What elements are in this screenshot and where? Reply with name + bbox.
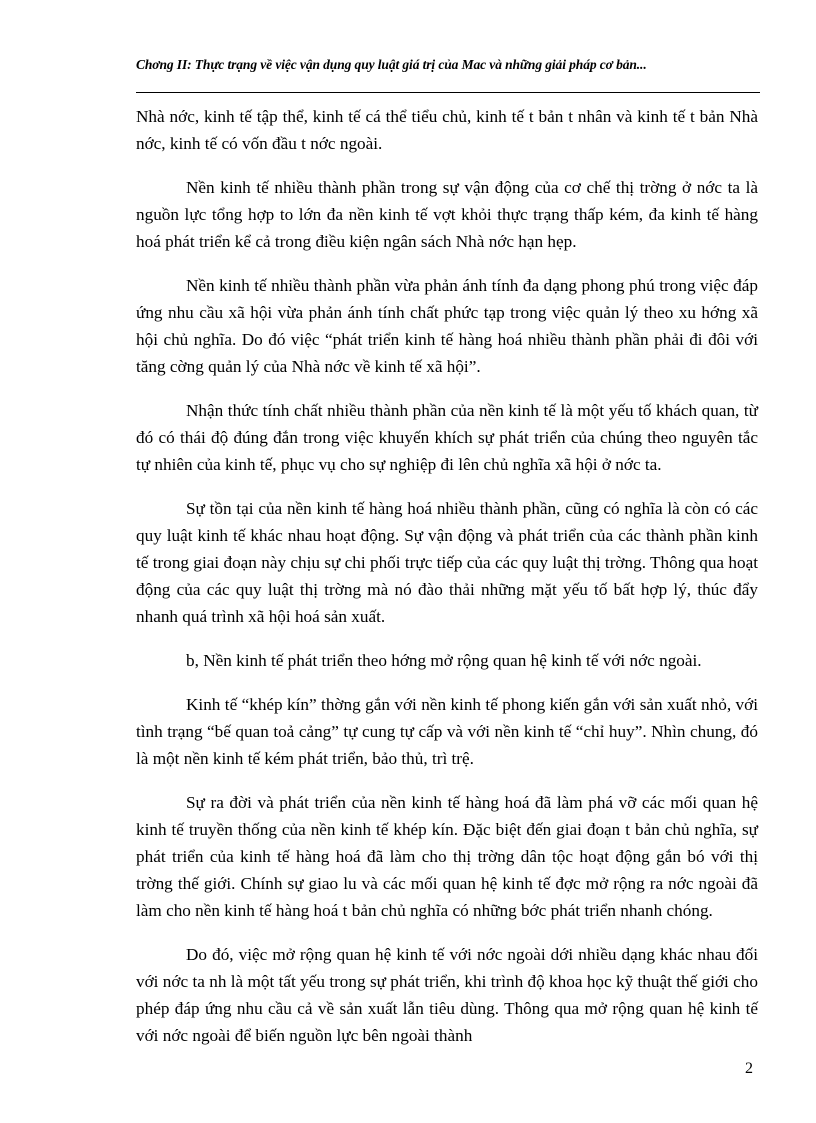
paragraph-7: Kinh tế “khép kín” thờng gắn với nền kinh tế phong kiến gắn với sản xuất nhỏ, với tình trạng “bế quan toả cảng” tự cung tự cấp và với nền kinh tế “chỉ huy”. Nhìn chung, đó là một nền kinh tế kém phát triển, bảo thủ, trì trệ. xyxy=(136,695,758,768)
header-divider xyxy=(136,92,760,93)
paragraph-6-subheading: b, Nền kinh tế phát triển theo hớng mở rộng quan hệ kinh tế với nớc ngoài. xyxy=(186,651,702,670)
paragraph-4: Nhận thức tính chất nhiều thành phần của nền kinh tế là một yếu tố khách quan, từ đó có thái độ đúng đắn trong việc khuyến khích sự phát triển của chúng theo nguyên tắc tự nhiên của kinh tế, phục vụ cho sự nghiệp đi lên chủ nghĩa xã hội ở nớc ta. xyxy=(136,401,758,474)
running-header: Chơng II: Thực trạng về việc vận dụng quy luật giá trị của Mac và những giải pháp cơ bản... xyxy=(136,57,647,72)
paragraph-2: Nền kinh tế nhiều thành phần trong sự vận động của cơ chế thị trờng ở nớc ta là nguồn lực tổng hợp to lớn đa nền kinh tế vợt khỏi thực trạng thấp kém, đa kinh tế hàng hoá phát triển kể cả trong điều kiện ngân sách Nhà nớc hạn hẹp. xyxy=(136,178,758,251)
document-body xyxy=(136,103,758,1066)
paragraph-5: Sự tồn tại của nền kinh tế hàng hoá nhiều thành phần, cũng có nghĩa là còn có các quy luật kinh tế khác nhau hoạt động. Sự vận động và phát triển của các thành phần kinh tế trong giai đoạn này chịu sự chi phối trực tiếp của các quy luật thị trờng. Thông qua hoạt động của các quy luật thị trờng mà nó đào thải những mặt yếu tố bất hợp lý, thúc đẩy nhanh quá trình xã hội hoá sản xuất. xyxy=(136,499,758,626)
paragraph-3: Nền kinh tế nhiều thành phần vừa phản ánh tính đa dạng phong phú trong việc đáp ứng nhu cầu xã hội vừa phản ánh tính chất phức tạp trong việc quản lý theo xu hớng xã hội chủ nghĩa. Do đó việc “phát triển kinh tế hàng hoá nhiều thành phần phải đi đôi với tăng cờng quản lý của Nhà nớc về kinh tế xã hội”. xyxy=(136,276,758,376)
paragraph-9: Do đó, việc mở rộng quan hệ kinh tế với nớc ngoài dới nhiều dạng khác nhau đối với nớc ta nh là một tất yếu trong sự phát triển, khi trình độ khoa học kỹ thuật thế giới cho phép đáp ứng nhu cầu cả về sản xuất lẫn tiêu dùng. Thông qua mở rộng quan hệ kinh tế với nớc ngoài để biến nguồn lực bên ngoài thành xyxy=(136,945,758,1045)
paragraph-8: Sự ra đời và phát triển của nền kinh tế hàng hoá đã làm phá vỡ các mối quan hệ kinh tế truyền thống của nền kinh tế khép kín. Đặc biệt đến giai đoạn t bản chủ nghĩa, sự phát triển của kinh tế hàng hoá đã làm cho thị trờng dân tộc hoạt động gắn bó với thị trờng thế giới. Chính sự giao lu và các mối quan hệ kinh tế đợc mở rộng ra nớc ngoài đã làm cho nền kinh tế hàng hoá t bản chủ nghĩa có những bớc phát triển nhanh chóng. xyxy=(136,793,758,920)
paragraph-1: Nhà nớc, kinh tế tập thể, kinh tế cá thể tiểu chủ, kinh tế t bản t nhân và kinh tế t bản Nhà nớc, kinh tế có vốn đầu t nớc ngoài. xyxy=(136,107,758,153)
page-number: 2 xyxy=(745,1060,753,1077)
